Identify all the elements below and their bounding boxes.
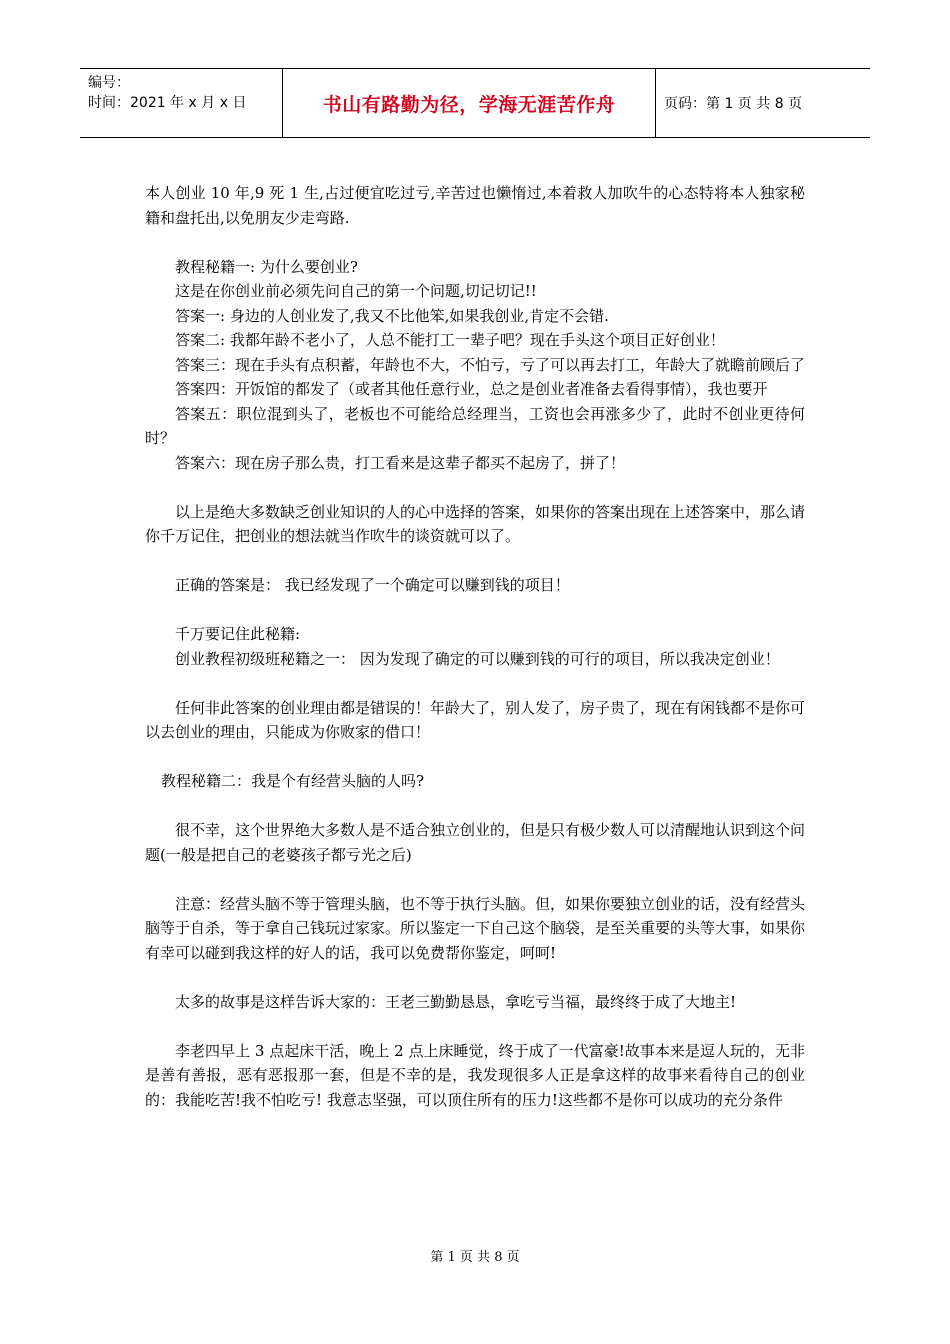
header-meta <box>80 69 282 137</box>
section1-title: 教程秘籍一: 为什么要创业? <box>175 257 358 276</box>
summary-paragraph: 以上是绝大多数缺乏创业知识的人的心中选择的答案，如果你的答案出现在上述答案中，那么请你千万记住，把创业的想法就当作吹牛的谈资就可以了。 <box>145 502 806 545</box>
correct-answer: 正确的答案是： 我已经发现了一个确定可以赚到钱的项目！ <box>175 576 570 594</box>
answer-4: 答案四：开饭馆的都发了（或者其他任意行业，总之是创业者准备去看得事情），我也要开 <box>175 380 768 398</box>
page-footer: 第 1 页 共 8 页 <box>430 1250 520 1265</box>
header-motto-cell <box>282 69 656 137</box>
answer-6: 答案六：现在房子那么贵，打工看来是这辈子都买不起房了，拼了！ <box>175 453 626 472</box>
stories-paragraph: 太多的故事是这样告诉大家的：王老三勤勤恳恳，拿吃亏当福，最终终于成了大地主! <box>175 992 737 1011</box>
header-motto: 书山有路勤为径，学海无涯苦作舟 <box>322 93 616 116</box>
note-paragraph: 注意：经营头脑不等于管理头脑，也不等于执行头脑。但，如果你要独立创业的话，没有经营头脑等于自杀，等于拿自己钱玩过家家。所以鉴定一下自己这个脑袋，是至关重要的头等大事，如果你有幸可以碰到我这样的好人的话，我可以免费帮你鉴定，呵呵! <box>145 894 806 962</box>
secret-one: 创业教程初级班秘籍之一： 因为发现了确定的可以赚到钱的可行的项目，所以我决定创业！ <box>175 649 780 668</box>
section2-title: 教程秘籍二：我是个有经营头脑的人吗? <box>161 772 425 790</box>
answer-3: 答案三：现在手头有点积蓄，年龄也不大，不怕亏，亏了可以再去打工，年龄大了就瞻前顾后了 <box>175 355 806 374</box>
document-body <box>145 181 805 1112</box>
header-page-number: 页码：第 1 页 共 8 页 <box>664 96 803 112</box>
header-page-cell <box>656 69 870 137</box>
answer-2: 答案二: 我都年龄不老小了，人总不能打工一辈子吧？现在手头这个项目正好创业！ <box>175 331 725 349</box>
answer-1: 答案一: 身边的人创业发了,我又不比他笨,如果我创业,肯定不会错. <box>175 306 609 325</box>
wrong-reasons-paragraph: 任何非此答案的创业理由都是错误的！年龄大了，别人发了，房子贵了，现在有闲钱都不是你可以去创业的理由，只能成为你败家的借口！ <box>145 698 806 741</box>
answer-5: 答案五：职位混到头了，老板也不可能给总经理当，工资也会再涨多少了，此时不创业更待何时？ <box>145 404 805 447</box>
doc-number-label: 编号： <box>88 75 130 91</box>
li-story-paragraph: 李老四早上 3 点起床干活，晚上 2 点上床睡觉，终于成了一代富豪!故事本来是逗人玩的，无非是善有善报，恶有恶报那一套，但是不幸的是，我发现很多人正是拿这样的故事来看待自己的创业的：我能吃苦!我不怕吃亏! 我意志坚强，可以顶住所有的压力!这些都不是你可以成功的充分条件 <box>145 1041 805 1109</box>
doc-time-label: 时间：2021 年 x 月 x 日 <box>88 95 247 111</box>
unfortunate-paragraph: 很不幸，这个世界绝大多数人是不适合独立创业的，但是只有极少数人可以清醒地认识到这个问题(一般是把自己的老婆孩子都亏光之后) <box>145 821 806 864</box>
section1-question: 这是在你创业前必须先问自己的第一个问题,切记切记!! <box>175 282 537 300</box>
remember-line: 千万要记住此秘籍: <box>175 625 301 643</box>
page-header <box>80 68 870 138</box>
intro-paragraph: 本人创业 10 年,9 死 1 生,占过便宜吃过亏,辛苦过也懒惰过,本着救人加吹牛的心态特将本人独家秘籍和盘托出,以免朋友少走弯路. <box>145 184 805 227</box>
